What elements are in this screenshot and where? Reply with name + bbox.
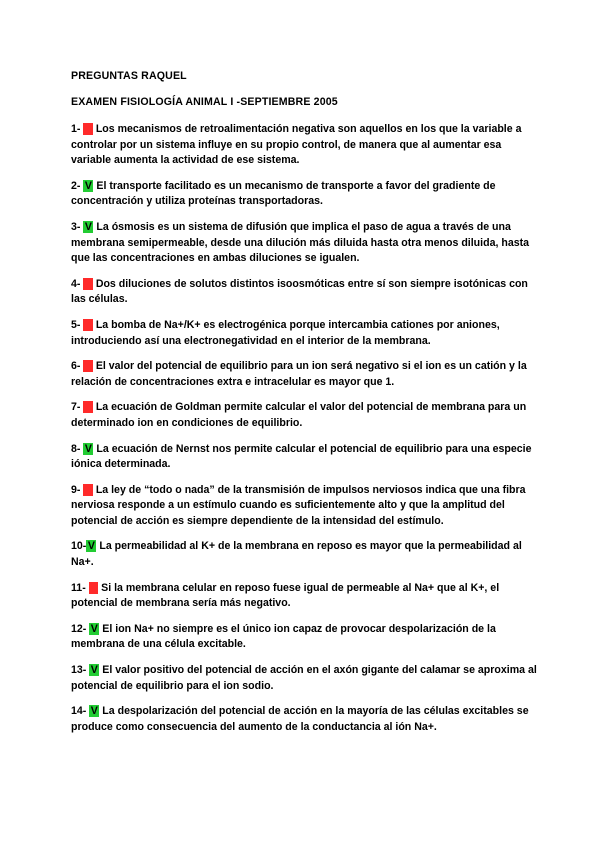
question-14 <box>71 704 540 735</box>
true-mark: V <box>84 179 92 192</box>
question-number: 12- <box>71 622 87 635</box>
question-12 <box>71 622 540 653</box>
question-text: El ion Na+ no siempre es el único ion capaz de provocar despolarización de la membrana de una célula excitable. <box>71 622 496 651</box>
question-10 <box>71 539 540 570</box>
question-2 <box>71 179 540 210</box>
question-8 <box>71 442 540 473</box>
question-text: El valor positivo del potencial de acción en el axón gigante del calamar se aproxima al potencial de equilibrio para el ion sodio. <box>71 664 537 692</box>
false-mark: F <box>84 123 92 135</box>
question-text: La ecuación de Nernst nos permite calcular el potencial de equilibrio para una especie iónica determinada. <box>71 442 532 471</box>
true-mark: V <box>84 220 92 233</box>
true-mark: V <box>90 622 98 635</box>
question-number: 9- <box>71 483 81 496</box>
question-3 <box>71 220 540 267</box>
question-number: 13- <box>71 664 87 677</box>
question-text: El valor del potencial de equilibrio para un ion será negativo si el ion es un catión y la relación de concentraciones extra e intracelular es mayor que 1. <box>71 360 527 388</box>
question-9 <box>71 483 540 530</box>
question-number: 11- <box>71 581 86 594</box>
question-text: Si la membrana celular en reposo fuese igual de permeable al Na+ que al K+, el potencial de membrana sería más negativo. <box>71 581 500 610</box>
true-mark: V <box>87 540 95 553</box>
question-number: 4- <box>71 277 81 290</box>
question-text: El transporte facilitado es un mecanismo de transporte a favor del gradiente de concentración y utiliza proteínas transportadoras. <box>71 179 496 208</box>
false-mark: F <box>84 277 92 290</box>
question-text: La despolarización del potencial de acción en la mayoría de las células excitables se produce como consecuencia del aumento de la conductancia al ión Na+. <box>71 705 529 733</box>
false-mark: F <box>84 318 92 331</box>
question-text: La bomba de Na+/K+ es electrogénica porque intercambia cationes por aniones, introduciendo así una electronegatividad en el interior de la membrana. <box>71 318 500 347</box>
question-13 <box>71 663 540 694</box>
false-mark: F <box>84 483 92 496</box>
true-mark: V <box>84 442 92 455</box>
false-mark: F <box>90 581 97 594</box>
question-number: 5- <box>71 318 81 331</box>
question-number: 2- <box>71 179 81 192</box>
question-5 <box>71 318 540 349</box>
question-11 <box>71 581 540 612</box>
false-mark: F <box>84 401 92 414</box>
question-text: La ecuación de Goldman permite calcular el valor del potencial de membrana para un determinado ion en condiciones de equilibrio. <box>71 401 527 429</box>
question-6 <box>71 359 540 390</box>
question-7 <box>71 400 540 431</box>
exam-title: EXAMEN FISIOLOGÍA ANIMAL I -SEPTIEMBRE 2005 <box>71 96 338 108</box>
question-text: La permeabilidad al K+ de la membrana en reposo es mayor que la permeabilidad al Na+. <box>71 540 522 569</box>
question-text: La ley de “todo o nada” de la transmisión de impulsos nerviosos indica que una fibra nerviosa responde a un estímulo cuando es suficientemente alto y que la amplitud del potencial de acción es siempre dependiente de la intensidad del estímulo. <box>71 483 526 527</box>
question-number: 6- <box>71 360 81 373</box>
question-1 <box>71 122 540 169</box>
question-text: La ósmosis es un sistema de difusión que implica el paso de agua a través de una membrana semipermeable, desde una dilución más diluida hasta otra menos diluida, hasta que las concentraciones en ambas diluciones se igualen. <box>71 220 530 265</box>
question-number: 8- <box>71 442 81 455</box>
question-text: Los mecanismos de retroalimentación negativa son aquellos en los que la variable a controlar por un sistema influye en su propio control, de manera que al aumentar esa variable aumenta la actividad de ese sistema. <box>71 123 522 167</box>
question-number: 3- <box>71 220 81 233</box>
question-number: 1- <box>71 123 81 135</box>
question-4 <box>71 277 540 308</box>
question-number: 14- <box>71 705 87 718</box>
author-heading: PREGUNTAS RAQUEL <box>71 70 187 82</box>
false-mark: F <box>84 360 92 373</box>
question-number: 10- <box>71 540 87 553</box>
true-mark: V <box>90 664 98 677</box>
question-text: Dos diluciones de solutos distintos isoosmóticas entre sí son siempre isotónicas con las células. <box>71 277 528 306</box>
question-number: 7- <box>71 401 81 414</box>
true-mark: V <box>90 705 98 718</box>
